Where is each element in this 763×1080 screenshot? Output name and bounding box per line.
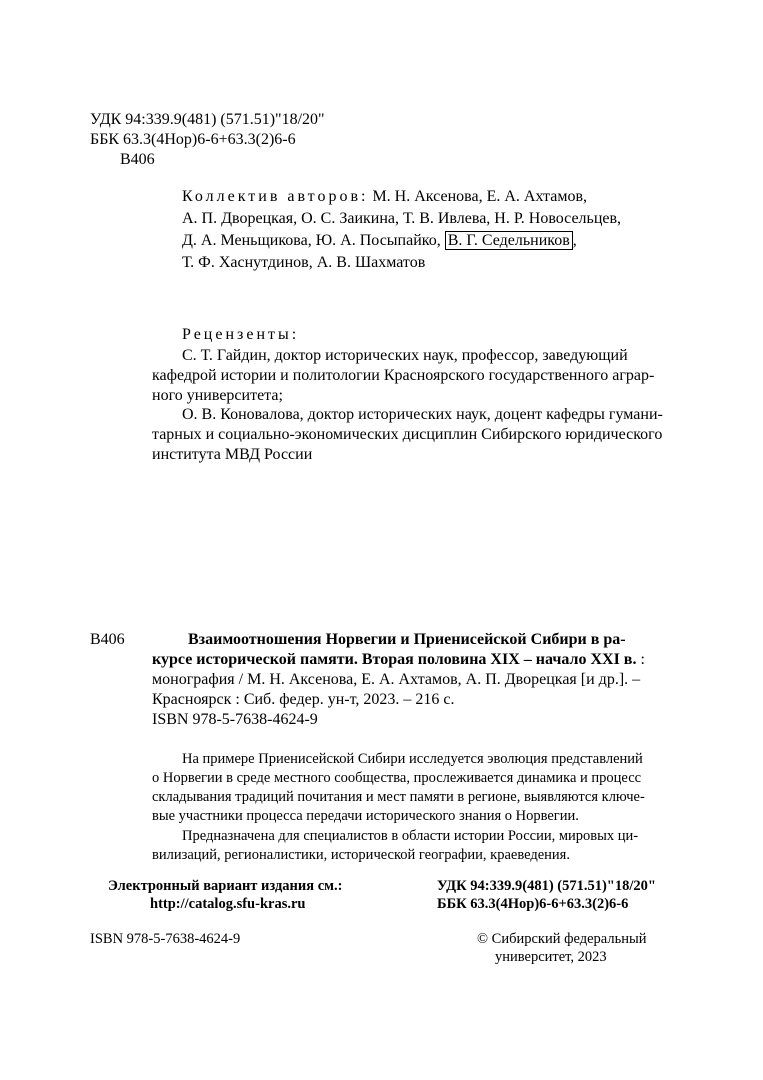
footer-udk: УДК 94:339.9(481) (571.51)"18/20" [437,878,656,894]
catalog-line-4: Красноярск : Сиб. федер. ун-т, 2023. – 216 с. [152,691,455,708]
copyright-line-2: университет, 2023 [495,949,607,965]
book-title-line-1: Взаимоотношения Норвегии и Приенисейской Сибири в ра- [188,631,626,648]
book-title-line-2 [152,650,645,670]
electronic-url[interactable]: http://catalog.sfu-kras.ru [150,896,306,912]
authors-names-3: Д. А. Меньщикова, Ю. А. Посыпайко, [182,232,441,249]
reviewer-1-line-1: С. Т. Гайдин, доктор исторических наук, профессор, заведующий [182,347,628,364]
reviewers-label: Рецензенты: [182,326,300,343]
abstract-p1-line-3: складывания традиций почитания и мест памяти в регионе, выявляются ключе- [152,789,645,805]
reviewer-2-line-3: института МВД России [152,446,313,463]
bbk-code: ББК 63.3(4Нор)6-6+63.3(2)6-6 [90,131,296,148]
book-title-text-2: курсе исторической памяти. Вторая половина XIX – начало XXI в. [152,651,637,668]
abstract-p1-line-1: На примере Приенисейской Сибири исследуется эволюция представлений [182,751,643,767]
reviewer-2-line-1: О. В. Коновалова, доктор исторических наук, доцент кафедры гумани- [182,406,663,423]
abstract-p2-line-2: вилизаций, регионалистики, исторической географии, краеведения. [152,847,570,863]
reviewer-1-line-2: кафедрой истории и политологии Красноярского государственного аграр- [152,367,655,384]
electronic-label: Электронный вариант издания см.: [108,878,343,894]
abstract-p1-line-2: о Норвегии в среде местного сообщества, прослеживается динамика и процесс [152,770,642,786]
catalog-mark: В406 [90,631,125,648]
authors-line-4: Т. Ф. Хаснутдинов, А. В. Шахматов [182,254,426,271]
authors-names-1: М. Н. Аксенова, Е. А. Ахтамов, [372,188,588,205]
reviewer-2-line-2: тарных и социально-экономических дисциплин Сибирского юридического [152,426,663,443]
authors-line-2: А. П. Дворецкая, О. С. Заикина, Т. В. Ивлева, Н. Р. Новосельцев, [182,210,622,227]
footer-bbk: ББК 63.3(4Нор)6-6+63.3(2)6-6 [437,896,629,912]
authors-line-3 [182,231,577,251]
author-mark: В406 [120,151,155,168]
authors-comma: , [572,232,577,249]
catalog-line-3: монография / М. Н. Аксенова, Е. А. Ахтамов, А. П. Дворецкая [и др.]. – [152,671,641,688]
udk-code: УДК 94:339.9(481) (571.51)"18/20" [90,111,325,128]
highlighted-author: В. Г. Седельников [445,231,573,250]
abstract-p1-line-4: вые участники процесса передачи исторического знания о Норвегии. [152,808,579,824]
authors-label: Коллектив авторов: [182,188,369,205]
authors-line-1 [182,187,587,207]
copyright-line-1: © Сибирский федеральный [477,931,647,947]
book-title-colon: : [636,651,645,668]
reviewer-1-line-3: ного университета; [152,387,283,404]
abstract-p2-line-1: Предназначена для специалистов в области истории России, мировых ци- [182,828,639,844]
catalog-isbn: ISBN 978-5-7638-4624-9 [152,711,318,728]
footer-isbn: ISBN 978-5-7638-4624-9 [90,931,241,947]
